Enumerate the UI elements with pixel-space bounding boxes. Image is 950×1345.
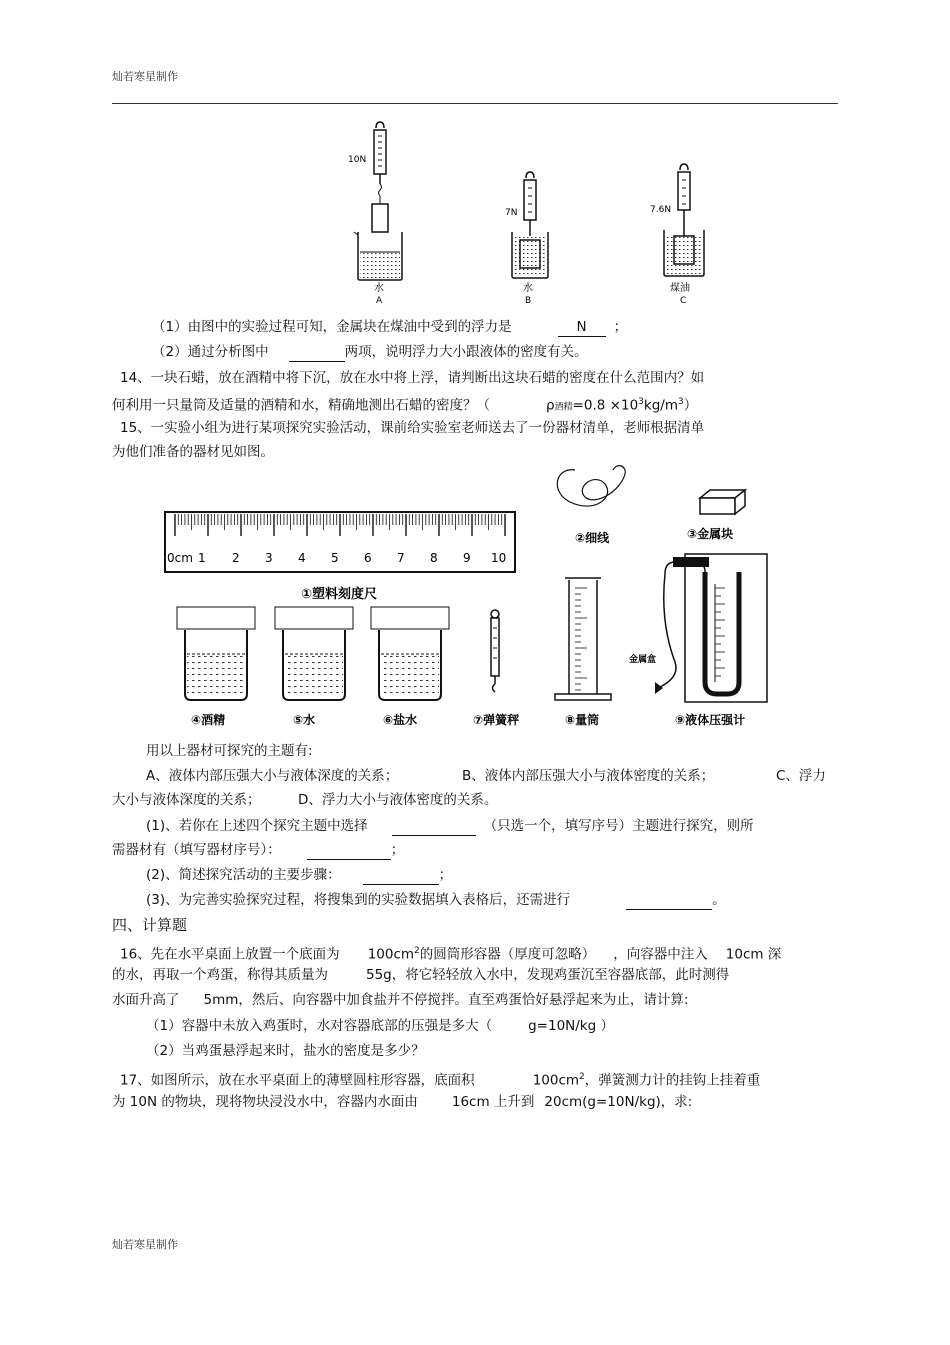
- buoyancy-figure: [330, 120, 750, 310]
- setup-c: [664, 164, 704, 276]
- spring-scale-label: ⑦弹簧秤: [473, 713, 520, 727]
- q15-sub3: (3)、为完善实验探究过程，将搜集到的实验数据填入表格后，还需进行 。: [146, 892, 726, 908]
- setup-a: [354, 122, 402, 280]
- q15-sub1: (1)、若你在上述四个探究主题中选择 （只选一个，填写序号）主题进行探究，则所: [146, 818, 754, 834]
- q15-sub2: (2)、简述探究活动的主要步骤： ；: [146, 867, 453, 883]
- topic-c-2: 大小与液体深度的关系；: [112, 792, 261, 808]
- beaker-water: [275, 607, 353, 700]
- q16-line2: 的水，再取一个鸡蛋，称得其质量为 55g，将它轻轻放入水中，发现鸡蛋沉至容器底部，此时测得: [112, 967, 730, 983]
- cylinder-icon: [555, 578, 611, 700]
- ruler-tick-6: 6: [364, 551, 372, 565]
- equipment-figure: [155, 462, 785, 734]
- q15-blank2[interactable]: [307, 841, 391, 860]
- q16-line3: 水面升高了 5mm，然后、向容器中加食盐并不停搅拌。直至鸡蛋恰好悬浮起来为止，请计算:: [112, 992, 689, 1008]
- q15-blank3[interactable]: [363, 866, 439, 885]
- q13-part2: （2）通过分析图中 两项，说明浮力大小跟液体的密度有关。: [152, 344, 588, 360]
- ruler-tick-8: 8: [430, 551, 438, 565]
- setup-b: [512, 172, 548, 278]
- metal-block-icon: [700, 490, 745, 514]
- letter-a: A: [376, 296, 383, 306]
- page-footer: 灿若寒星制作: [112, 1238, 178, 1251]
- probe-label: 金属盒: [629, 655, 657, 665]
- ruler-tick-9: 9: [463, 551, 471, 565]
- reading-c: 7.6N: [650, 205, 672, 215]
- q13-blank1[interactable]: N: [558, 318, 606, 337]
- q16-part2: （2）当鸡蛋悬浮起来时，盐水的密度是多少？: [146, 1043, 425, 1059]
- spring-scale-icon: [491, 610, 499, 692]
- letter-c: C: [680, 296, 687, 306]
- ruler-tick-5: 5: [331, 551, 339, 565]
- topics-intro: 用以上器材可探究的主题有:: [146, 743, 313, 759]
- topic-d: D、浮力大小与液体密度的关系。: [298, 792, 498, 808]
- ruler-tick-1: 1: [198, 551, 206, 565]
- metal-block-label: ③金属块: [687, 527, 734, 541]
- q15-blank4[interactable]: [626, 891, 712, 910]
- liquid-c: 煤油: [670, 283, 690, 294]
- ruler-tick-3: 3: [265, 551, 273, 565]
- reading-b: 7N: [505, 208, 518, 218]
- cylinder-tick-marks: [575, 588, 587, 690]
- ruler-tick-10: 10: [491, 551, 507, 565]
- alcohol-label: ④酒精: [191, 713, 226, 727]
- q17-line2: 为 10N 的物块，现将物块浸没水中，容器内水面由 16cm 上升到 20cm(g=10N/kg)，求:: [112, 1094, 693, 1110]
- topic-c-1: C、浮力: [776, 768, 826, 784]
- cylinder-label: ⑧量筒: [565, 713, 600, 727]
- header-rule: [112, 103, 838, 104]
- ruler-label: ①塑料刻度尺: [301, 587, 378, 602]
- q15-line2: 为他们准备的器材见如图。: [112, 444, 274, 460]
- ruler-tick-7: 7: [397, 551, 405, 565]
- q16-line1: 16、先在水平桌面上放置一个底面为 $100cm^2$的圆筒形容器（厚度可忽略） ，向容器中注入 10cm 深: [120, 946, 782, 963]
- gauge-label: ⑨液体压强计: [675, 713, 746, 727]
- topic-b: B、液体内部压强大小与液体密度的关系；: [462, 768, 715, 784]
- ruler-tick-2: 2: [232, 551, 240, 565]
- liquid-b: 水: [523, 283, 533, 294]
- page-header: 灿若寒星制作: [112, 70, 178, 83]
- q15-blank1[interactable]: [392, 817, 476, 836]
- beaker-brine: [371, 607, 449, 700]
- q14-line2: 何利用一只量筒及适量的酒精和水，精确地测出石蜡的密度？（ ρ酒精$=0.8 \times 10^3kg/m^3$）: [112, 397, 698, 414]
- pressure-gauge-icon: [655, 554, 767, 702]
- thread-label: ②细线: [575, 531, 610, 545]
- brine-label: ⑥盐水: [383, 713, 418, 727]
- water-label: ⑤水: [293, 713, 316, 727]
- liquid-a: 水: [374, 283, 384, 294]
- reading-a: 10N: [348, 155, 367, 165]
- q13-blank2[interactable]: [289, 343, 345, 362]
- q16-part1: （1）容器中未放入鸡蛋时，水对容器底部的压强是多大（ g=10N/kg ）: [146, 1018, 614, 1034]
- q13-part1: （1）由图中的实验过程可知，金属块在煤油中受到的浮力是 N ；: [152, 319, 628, 335]
- beaker-alcohol: [177, 607, 255, 700]
- q15-sub1-line2: 需器材有（填写器材序号）： ；: [112, 842, 405, 858]
- topic-a: A、液体内部压强大小与液体深度的关系；: [146, 768, 399, 784]
- thread-icon: [557, 466, 625, 506]
- ruler-tick-0: 0cm: [167, 551, 193, 565]
- q17-line1: 17、如图所示，放在水平桌面上的薄壁圆柱形容器，底面积 $100cm^2$，弹簧测力计的挂钩上挂着重: [120, 1072, 761, 1089]
- q15-line1: 15、一实验小组为进行某项探究实验活动，课前给实验室老师送去了一份器材清单，老师根据清单: [120, 420, 705, 436]
- ruler-tick-4: 4: [298, 551, 306, 565]
- q14-line1: 14、一块石蜡，放在酒精中将下沉，放在水中将上浮，请判断出这块石蜡的密度在什么范围内？如: [120, 370, 705, 386]
- letter-b: B: [525, 296, 532, 306]
- section4-title: 四、计算题: [112, 916, 188, 934]
